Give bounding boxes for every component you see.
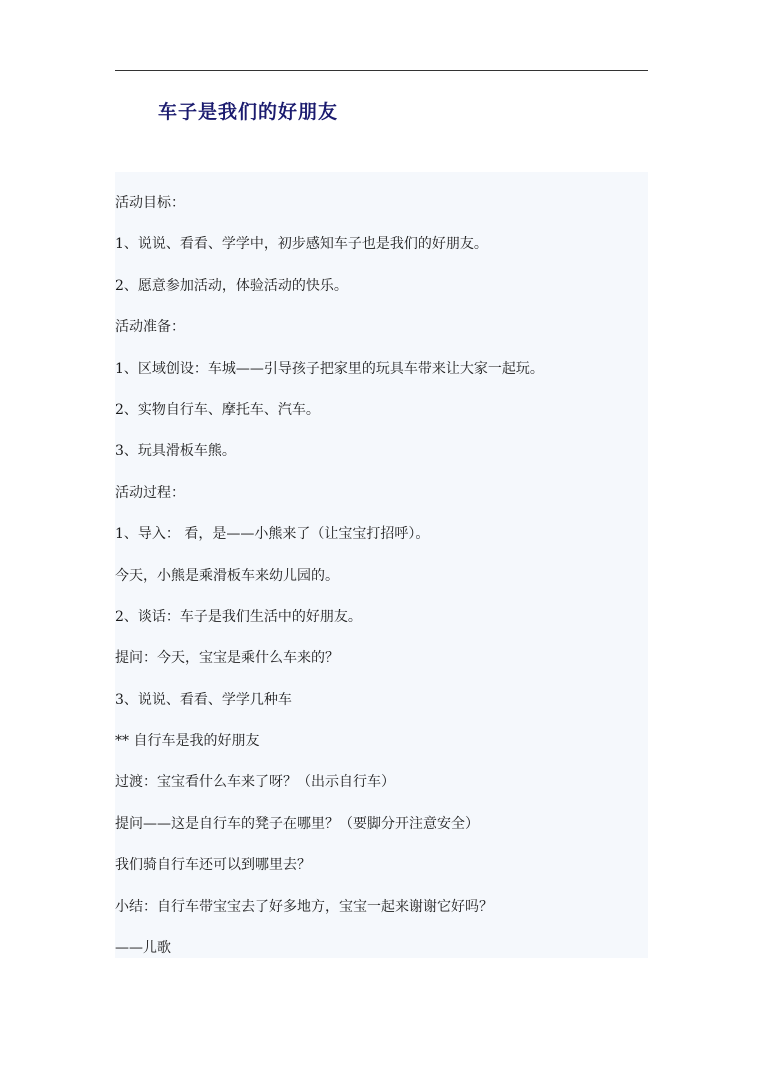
paragraph: 活动准备： — [115, 319, 185, 336]
paragraph: 1、导入： 看，是——小熊来了（让宝宝打招呼）。 — [115, 526, 430, 543]
paragraph: 2、实物自行车、摩托车、汽车。 — [115, 401, 320, 418]
paragraph: 活动目标： — [115, 195, 185, 211]
paragraph: 3、说说、看看、学学几种车 — [115, 691, 292, 708]
paragraph: ** 自行车是我的好朋友 — [115, 733, 260, 750]
paragraph: 提问——这是自行车的凳子在哪里？（要脚分开注意安全） — [115, 815, 479, 832]
paragraph: 1、区域创设：车城——引导孩子把家里的玩具车带来让大家一起玩。 — [115, 360, 544, 377]
paragraph: 1、说说、看看、学学中，初步感知车子也是我们的好朋友。 — [115, 236, 488, 253]
paragraph: ——儿歌 — [115, 940, 171, 957]
document-title: 车子是我们的好朋友 — [158, 101, 339, 123]
content-panel — [115, 172, 648, 958]
paragraph: 2、谈话：车子是我们生活中的好朋友。 — [115, 608, 362, 625]
paragraph: 过渡：宝宝看什么车来了呀？（出示自行车） — [115, 774, 395, 791]
paragraph: 今天，小熊是乘滑板车来幼儿园的。 — [115, 567, 339, 584]
paragraph: 3、玩具滑板车熊。 — [115, 443, 236, 460]
header-rule — [115, 70, 648, 71]
paragraph: 活动过程： — [115, 484, 185, 501]
paragraph: 提问：今天，宝宝是乘什么车来的？ — [115, 650, 339, 667]
paragraph: 小结：自行车带宝宝去了好多地方，宝宝一起来谢谢它好吗？ — [115, 898, 493, 915]
paragraph: 2、愿意参加活动，体验活动的快乐。 — [115, 277, 348, 294]
paragraph: 我们骑自行车还可以到哪里去？ — [115, 857, 311, 874]
paragraph-list — [115, 192, 544, 978]
